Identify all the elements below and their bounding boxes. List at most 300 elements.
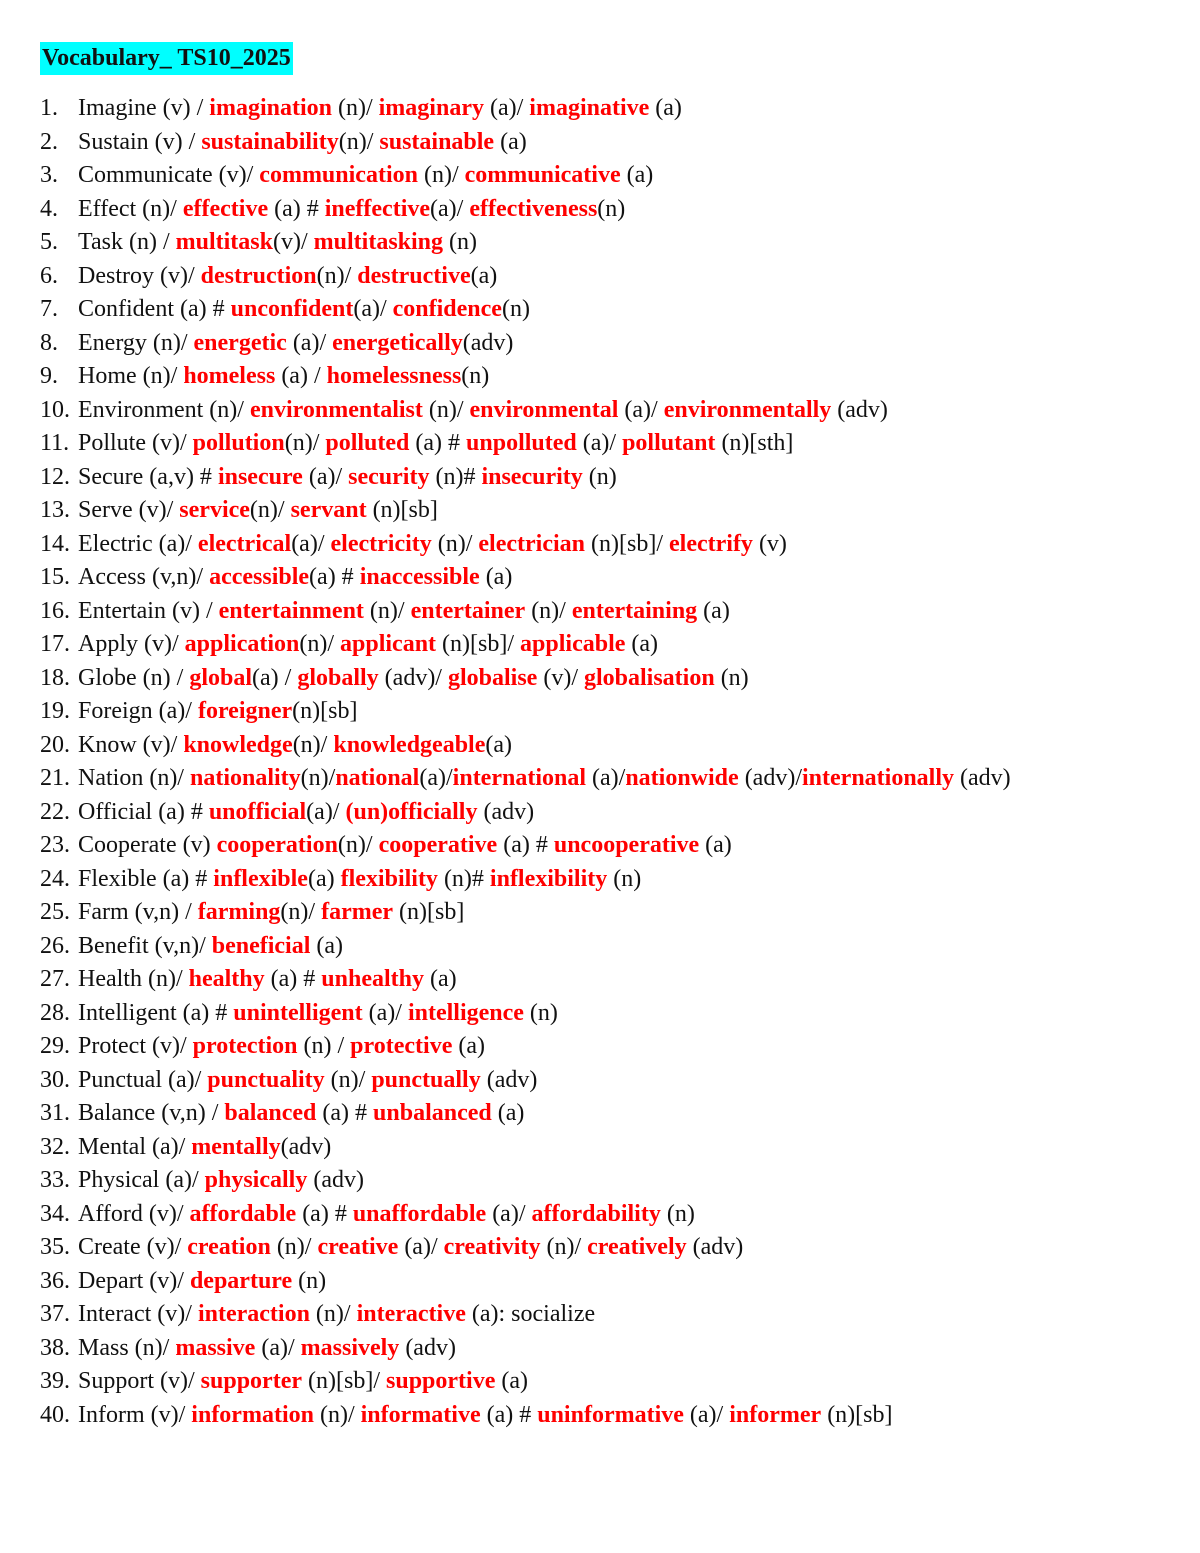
list-item-number: 7. [40, 296, 58, 322]
list-item [40, 896, 1170, 930]
word-form: applicable [520, 631, 626, 657]
base-text: (a)/ [683, 1401, 730, 1428]
base-text: (n) / [297, 1033, 351, 1059]
list-item [40, 628, 1170, 662]
list-item-text [78, 561, 1170, 595]
base-text: (a) [625, 631, 659, 657]
base-text: Entertain (v) / [78, 597, 219, 624]
list-item-number: 23. [40, 832, 70, 858]
base-text: (n)/ [331, 95, 379, 121]
base-text: Confident (a) # [78, 296, 231, 322]
base-text: (n)/ [316, 262, 358, 289]
word-form: mentally [191, 1133, 281, 1160]
base-text: Depart (v)/ [78, 1267, 190, 1294]
base-text: (a)/ [483, 95, 530, 121]
word-form: environmentally [663, 396, 832, 423]
word-form: unbalanced [373, 1100, 492, 1126]
list-item-text [78, 729, 1170, 763]
list-item-number: 37. [40, 1301, 70, 1327]
list-item-number: 16. [40, 597, 70, 624]
list-item [40, 427, 1170, 461]
base-text: (a)/ [430, 195, 470, 222]
list-item [40, 1164, 1170, 1198]
base-text: (a)/ [286, 329, 333, 356]
base-text: Official (a) # [78, 798, 209, 825]
base-text: (a)/ [291, 530, 331, 557]
base-text: Secure (a,v) # [78, 463, 218, 490]
list-item-text [78, 226, 1170, 260]
base-text: Physical (a)/ [78, 1167, 205, 1193]
list-item [40, 1198, 1170, 1232]
word-form: creativity [443, 1234, 541, 1260]
base-text: (a) [699, 832, 732, 858]
word-form: insecurity [481, 463, 583, 490]
base-text: (a)/ [353, 296, 393, 322]
list-item-number: 32. [40, 1133, 70, 1160]
base-text: (a) / [275, 363, 327, 389]
base-text: Sustain (v) / [78, 128, 202, 155]
word-form: protective [350, 1033, 453, 1059]
list-item [40, 159, 1170, 193]
word-form: nationwide [625, 765, 739, 791]
word-form: accessible [209, 564, 310, 590]
list-item-number: 31. [40, 1100, 70, 1126]
list-item [40, 360, 1170, 394]
list-item-number: 27. [40, 966, 70, 992]
word-form: international [452, 765, 587, 791]
word-form: entertaining [571, 597, 698, 624]
base-text: Interact (v)/ [78, 1301, 198, 1327]
base-text: (a)/ [576, 430, 623, 456]
base-text: (v) [752, 530, 787, 557]
list-item-number: 15. [40, 564, 70, 590]
word-form: confidence [392, 296, 502, 322]
list-item [40, 394, 1170, 428]
list-item [40, 997, 1170, 1031]
list-item-number: 12. [40, 463, 70, 490]
base-text: (adv) [307, 1167, 364, 1193]
base-text: (n)# [429, 463, 482, 490]
base-text: (n)/ [309, 1301, 357, 1327]
list-item [40, 1131, 1170, 1165]
base-text: (a) # [296, 1200, 353, 1227]
base-text: (n)/ [417, 162, 465, 188]
base-text: Effect (n)/ [78, 195, 183, 222]
word-form: destructive [357, 262, 471, 289]
base-text: (n)/ [324, 1066, 372, 1093]
word-form: affordable [189, 1200, 297, 1227]
list-item-number: 17. [40, 631, 70, 657]
word-form: punctuality [207, 1066, 325, 1093]
base-text: (adv) [280, 1133, 332, 1160]
base-text: (n)[sb] [366, 497, 438, 523]
list-item-text [78, 1265, 1170, 1299]
word-form: environmentalist [249, 396, 423, 423]
list-item-text [78, 863, 1170, 897]
list-item-text [78, 394, 1170, 428]
base-text: Energy (n)/ [78, 329, 194, 356]
word-form: creatively [587, 1234, 687, 1260]
base-text: (a) # [480, 1401, 538, 1428]
base-text: Task (n) / [78, 229, 176, 255]
base-text: (n)/ [338, 128, 380, 155]
base-text: (n)[sb] [292, 698, 358, 724]
word-form: intelligence [407, 999, 524, 1026]
word-form: globally [297, 664, 379, 691]
word-form: flexibility [340, 865, 438, 892]
list-item [40, 695, 1170, 729]
list-item [40, 561, 1170, 595]
base-text: (n) [292, 1267, 327, 1294]
base-text: (a) # [409, 430, 467, 456]
list-item-text [78, 427, 1170, 461]
word-form: healthy [188, 966, 265, 992]
word-form: unintelligent [233, 999, 363, 1026]
word-form: environmental [469, 396, 619, 423]
base-text: Health (n)/ [78, 966, 189, 992]
word-form: affordability [531, 1200, 661, 1227]
list-item-number: 28. [40, 999, 70, 1026]
list-item-text [78, 628, 1170, 662]
word-form: inflexible [213, 865, 308, 892]
list-item [40, 1265, 1170, 1299]
word-form: beneficial [211, 932, 311, 959]
list-item [40, 193, 1170, 227]
base-text: (a) [491, 1100, 525, 1126]
list-item [40, 595, 1170, 629]
word-form: energetically [332, 329, 463, 356]
list-item-number: 5. [40, 229, 58, 255]
word-form: informer [729, 1401, 822, 1428]
list-item-text [78, 1131, 1170, 1165]
base-text: (a) # [316, 1100, 374, 1126]
word-form: homelessness [326, 363, 462, 389]
list-item-text [78, 695, 1170, 729]
base-text: (a) # [264, 966, 322, 992]
base-text: (a) [495, 1368, 528, 1394]
base-text: (n)/ [540, 1234, 588, 1260]
base-text: (v)/ [273, 229, 314, 255]
list-item [40, 126, 1170, 160]
list-item-text [78, 1097, 1170, 1131]
word-form: inflexibility [489, 865, 608, 892]
list-item [40, 1030, 1170, 1064]
word-form: service [179, 497, 250, 523]
list-item-number: 22. [40, 798, 70, 825]
word-form: globalisation [583, 664, 715, 691]
word-form: internationally [802, 765, 955, 791]
base-text: Mental (a)/ [78, 1133, 192, 1160]
base-text: (a) # [497, 832, 554, 858]
list-item [40, 662, 1170, 696]
word-form: applicant [340, 631, 437, 657]
base-text: (a) [423, 966, 457, 992]
list-item [40, 1097, 1170, 1131]
base-text: (n)/ [299, 631, 341, 657]
base-text: (a) # [309, 564, 360, 590]
base-text: (a)/ [419, 765, 453, 791]
list-item-number: 6. [40, 262, 58, 289]
base-text: Balance (v,n) / [78, 1100, 225, 1126]
word-form: multitask [175, 229, 273, 255]
list-item-number: 18. [40, 664, 70, 691]
list-item-number: 14. [40, 530, 70, 557]
list-item [40, 829, 1170, 863]
word-form: punctually [371, 1066, 481, 1093]
page-title: Vocabulary_ TS10_2025 [40, 42, 293, 75]
word-form: massively [300, 1334, 400, 1361]
word-form: farming [197, 899, 281, 925]
list-item-text [78, 963, 1170, 997]
list-item [40, 327, 1170, 361]
base-text: (a) [310, 932, 344, 959]
base-text: (n)/ [292, 731, 334, 758]
list-item [40, 494, 1170, 528]
list-item-text [78, 1399, 1170, 1433]
base-text: (n)[sth] [715, 430, 794, 456]
base-text: (a)/ [302, 463, 349, 490]
list-item [40, 1365, 1170, 1399]
list-item-text [78, 1332, 1170, 1366]
word-form: homeless [183, 363, 276, 389]
list-item-number: 4. [40, 195, 58, 222]
list-item [40, 226, 1170, 260]
base-text: (n)/ [337, 832, 379, 858]
base-text: Benefit (v,n)/ [78, 932, 212, 959]
list-item-text [78, 1231, 1170, 1265]
base-text: (adv)/ [738, 765, 802, 791]
base-text: (adv) [954, 765, 1011, 791]
word-form: national [335, 765, 420, 791]
base-text: Globe (n) / [78, 664, 190, 691]
base-text: Cooperate (v) [78, 832, 217, 858]
list-item-number: 10. [40, 396, 70, 423]
base-text: (n) [714, 664, 749, 691]
base-text: (a)/ [255, 1334, 301, 1361]
list-item-text [78, 1198, 1170, 1232]
word-form: entertainment [218, 597, 364, 624]
list-item-number: 34. [40, 1200, 70, 1227]
word-form: electrify [669, 530, 753, 557]
base-text: (a) [479, 564, 513, 590]
base-text: (a) # [268, 195, 325, 222]
word-form: multitasking [313, 229, 444, 255]
word-form: effective [182, 195, 269, 222]
list-item-number: 3. [40, 162, 58, 188]
word-form: globalise [447, 664, 538, 691]
word-form: polluted [325, 430, 410, 456]
list-item-text [78, 1030, 1170, 1064]
base-text: (n)[sb]/ [302, 1368, 386, 1394]
base-text: Environment (n)/ [78, 396, 250, 423]
list-item-text [78, 662, 1170, 696]
word-form: destruction [200, 262, 317, 289]
base-text: Mass (n)/ [78, 1334, 176, 1361]
word-form: sustainable [379, 128, 495, 155]
list-item-text [78, 126, 1170, 160]
list-item-number: 40. [40, 1401, 70, 1428]
base-text: Inform (v)/ [78, 1401, 192, 1428]
base-text: (n)# [437, 865, 490, 892]
list-item-text [78, 494, 1170, 528]
word-form: cooperation [216, 832, 338, 858]
word-form: servant [290, 497, 367, 523]
list-item-number: 33. [40, 1167, 70, 1193]
base-text: (n)/ [270, 1234, 318, 1260]
list-item-number: 19. [40, 698, 70, 724]
base-text: (adv) [477, 798, 535, 825]
list-item [40, 963, 1170, 997]
base-text: (n) [443, 229, 478, 255]
base-text: (a): socialize [465, 1301, 596, 1327]
list-item [40, 1332, 1170, 1366]
word-form: informative [360, 1401, 481, 1428]
word-form: electrician [478, 530, 586, 557]
base-text: (a) [620, 162, 654, 188]
word-form: supportive [386, 1368, 496, 1394]
base-text: Intelligent (a) # [78, 999, 234, 1026]
base-text: (a) [452, 1033, 485, 1059]
list-item-text [78, 930, 1170, 964]
list-item-number: 26. [40, 932, 70, 959]
word-form: application [184, 631, 300, 657]
base-text: (adv)/ [378, 664, 448, 691]
word-form: effectiveness [469, 195, 598, 222]
word-form: uncooperative [553, 832, 700, 858]
word-form: sustainability [201, 128, 339, 155]
word-form: creation [187, 1234, 271, 1260]
list-item-text [78, 997, 1170, 1031]
base-text: (n) [501, 296, 530, 322]
list-item [40, 1298, 1170, 1332]
word-form: unaffordable [352, 1200, 487, 1227]
word-form: imaginative [529, 95, 650, 121]
word-form: interactive [356, 1301, 466, 1327]
list-item-number: 11. [40, 430, 70, 456]
word-form: energetic [193, 329, 287, 356]
base-text: (a)/ [306, 798, 346, 825]
word-form: pollution [192, 430, 285, 456]
word-form: imaginary [378, 95, 484, 121]
word-form: uninformative [537, 1401, 684, 1428]
word-form: (un)officially [345, 798, 478, 825]
list-item-text [78, 829, 1170, 863]
base-text: (a)/ [362, 999, 408, 1026]
base-text: (a) [470, 262, 498, 289]
list-item-text [78, 1064, 1170, 1098]
base-text: (a)/ [398, 1234, 444, 1260]
list-item-number: 35. [40, 1234, 70, 1260]
base-text: (n)/ [284, 430, 326, 456]
list-item [40, 461, 1170, 495]
list-item-text [78, 92, 1170, 126]
list-item-text [78, 762, 1170, 796]
list-item-number: 38. [40, 1334, 70, 1361]
base-text: (n)/ [431, 530, 479, 557]
list-item-text [78, 159, 1170, 193]
word-form: farmer [321, 899, 394, 925]
base-text: (n)[sb]/ [436, 631, 521, 657]
list-item [40, 930, 1170, 964]
word-form: inaccessible [359, 564, 480, 590]
list-item-number: 25. [40, 899, 70, 925]
list-item [40, 1064, 1170, 1098]
list-item-text [78, 1164, 1170, 1198]
base-text: Communicate (v)/ [78, 162, 260, 188]
base-text: (n)/ [249, 497, 291, 523]
base-text: (a) [649, 95, 682, 121]
list-item-text [78, 1365, 1170, 1399]
base-text: (adv) [462, 329, 514, 356]
base-text: Pollute (v)/ [78, 430, 193, 456]
word-form: global [189, 664, 252, 691]
list-item-text [78, 327, 1170, 361]
base-text: (a)/ [486, 1200, 532, 1227]
list-item-number: 39. [40, 1368, 70, 1394]
base-text: (n)/ [313, 1401, 361, 1428]
base-text: (n) [582, 463, 617, 490]
list-item-number: 2. [40, 128, 58, 155]
word-form: supporter [200, 1368, 303, 1394]
word-form: communicative [464, 162, 621, 188]
base-text: (a) [485, 731, 512, 758]
list-item [40, 293, 1170, 327]
word-form: electrical [197, 530, 292, 557]
list-item [40, 260, 1170, 294]
list-item-number: 36. [40, 1267, 70, 1294]
base-text: (n)[sb] [393, 899, 465, 925]
word-form: communication [259, 162, 418, 188]
base-text: (a) [307, 865, 341, 892]
base-text: (n)/ [300, 765, 336, 791]
list-item [40, 1399, 1170, 1433]
word-form: insecure [217, 463, 303, 490]
list-item-text [78, 595, 1170, 629]
base-text: (n)[sb] [821, 1401, 893, 1428]
list-item-text [78, 528, 1170, 562]
word-form: ineffective [324, 195, 431, 222]
list-item [40, 796, 1170, 830]
base-text: Farm (v,n) / [78, 899, 198, 925]
base-text: Home (n)/ [78, 363, 184, 389]
list-item-text [78, 260, 1170, 294]
base-text: Create (v)/ [78, 1234, 188, 1260]
base-text: (a) [494, 128, 527, 155]
word-form: imagination [209, 95, 332, 121]
base-text: Nation (n)/ [78, 765, 190, 791]
base-text: (n)/ [525, 597, 572, 624]
list-item-text [78, 896, 1170, 930]
word-form: entertainer [410, 597, 526, 624]
base-text: (v)/ [537, 664, 584, 691]
word-form: unofficial [208, 798, 307, 825]
base-text: (a)/ [618, 396, 664, 423]
base-text: (n) [597, 195, 626, 222]
base-text: (a) / [252, 664, 298, 691]
base-text: (n)/ [280, 899, 322, 925]
base-text: (n)/ [363, 597, 411, 624]
base-text: Punctual (a)/ [78, 1066, 208, 1093]
base-text: (n) [461, 363, 490, 389]
list-item-number: 21. [40, 765, 70, 791]
word-form: pollutant [622, 430, 716, 456]
word-form: creative [317, 1234, 399, 1260]
word-form: unconfident [230, 296, 354, 322]
list-item-number: 8. [40, 329, 58, 356]
base-text: Flexible (a) # [78, 865, 214, 892]
word-form: massive [175, 1334, 256, 1361]
base-text: (adv) [480, 1066, 538, 1093]
